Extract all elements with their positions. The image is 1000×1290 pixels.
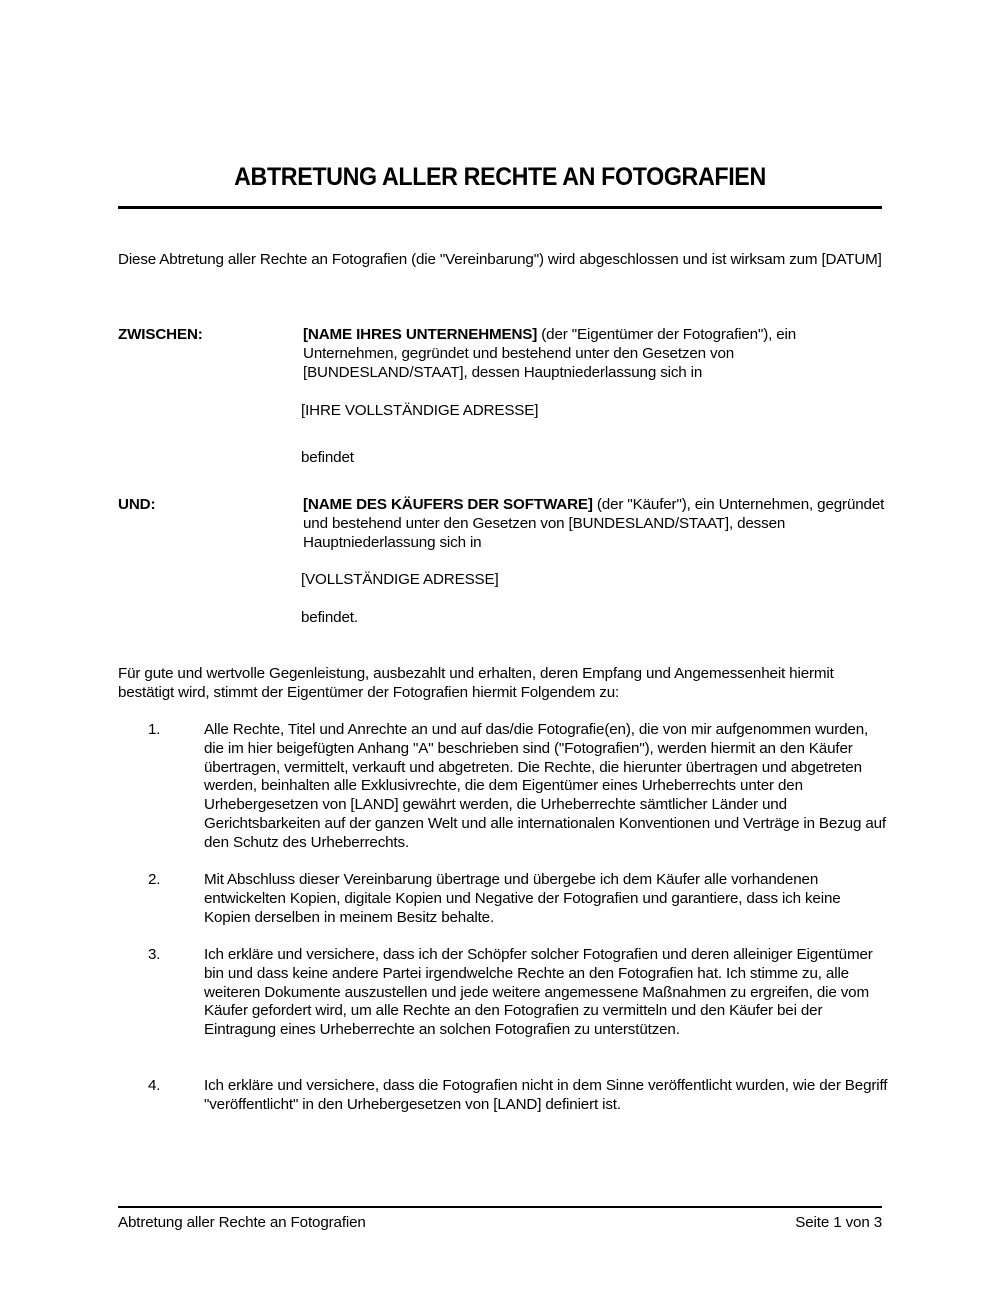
- buyer-address: [VOLLSTÄNDIGE ADRESSE]: [301, 571, 499, 588]
- title-divider: [118, 206, 882, 209]
- owner-description: (der "Eigentümer der Fotografien"), ein Unternehmen, gegründet und bestehend unter den Gesetzen von [BUNDESLAND/STAAT], dessen Hauptniederlassung sich in: [303, 326, 797, 381]
- buyer-closing: befindet.: [301, 609, 358, 626]
- item-number-3: 3.: [148, 946, 161, 963]
- owner-address: [IHRE VOLLSTÄNDIGE ADRESSE]: [301, 402, 539, 419]
- item-text-3: Ich erkläre und versichere, dass ich der Schöpfer solcher Fotografien und deren alleiniger Eigentümer bin und dass keine andere Partei irgendwelche Rechte an den Fotografien hat. Ich stimme zu, alle weiteren Dokumente auszustellen und jede weitere angemessene Maßnahmen zu ergreifen, die vom Käufer gefordert wird, um alle Rechte an den Fotografien zu vermitteln und den Käufer bei der Eintragung eines Urheberrechte an solchen Fotografien zu unterstützen.: [204, 946, 873, 1039]
- party-label-zwischen: ZWISCHEN:: [118, 326, 203, 343]
- party-description-owner: [303, 326, 888, 382]
- document-title: ABTRETUNG ALLER RECHTE AN FOTOGRAFIEN: [234, 163, 766, 191]
- item-number-2: 2.: [148, 871, 161, 888]
- owner-closing: befindet: [301, 449, 354, 466]
- footer-divider: [118, 1206, 882, 1208]
- footer-document-title: Abtretung aller Rechte an Fotografien: [118, 1214, 366, 1231]
- consideration-paragraph: Für gute und wertvolle Gegenleistung, ausbezahlt und erhalten, deren Empfang und Angemessenheit hiermit bestätigt wird, stimmt der Eigentümer der Fotografien hiermit Folgendem zu:: [118, 665, 834, 701]
- owner-company-name: [NAME IHRES UNTERNEHMENS]: [303, 326, 538, 343]
- buyer-company-name: [NAME DES KÄUFERS DER SOFTWARE]: [303, 496, 593, 513]
- item-number-1: 1.: [148, 721, 161, 738]
- buyer-description: (der "Käufer"), ein Unternehmen, gegründet und bestehend unter den Gesetzen von [BUNDESLAND/STAAT], dessen Hauptniederlassung sich in: [303, 496, 885, 551]
- party-description-buyer: [303, 496, 888, 552]
- footer-page-number: Seite 1 von 3: [795, 1214, 882, 1231]
- party-label-und: UND:: [118, 496, 156, 513]
- item-text-2: Mit Abschluss dieser Vereinbarung übertrage und übergebe ich dem Käufer alle vorhandenen entwickelten Kopien, digitale Kopien und Negative der Fotografien und garantiere, dass ich keine Kopien derselben in meinem Besitz behalte.: [204, 871, 841, 926]
- item-text-1: Alle Rechte, Titel und Anrechte an und auf das/die Fotografie(en), die von mir aufgenommen wurden, die im hier beigefügten Anhang "A" beschrieben sind ("Fotografien"), werden hiermit an den Käufer übertragen, vermittelt, verkauft und abgetreten. Die Rechte, die hierunter übertragen und abgetreten werden, beinhalten alle Exklusivrechte, die dem Eigentümer eines Urheberrechts unter den Urhebergesetzen von [LAND] gewährt werden, die Urheberrechte sämtlicher Länder und Gerichtsbarkeiten auf der ganzen Welt und alle internationalen Konventionen und Verträge in Bezug auf den Schutz des Urheberrechts.: [204, 721, 886, 851]
- item-text-4: Ich erkläre und versichere, dass die Fotografien nicht in dem Sinne veröffentlicht wurden, wie der Begriff "veröffentlicht" in den Urhebergesetzen von [LAND] definiert ist.: [204, 1077, 888, 1113]
- intro-paragraph: Diese Abtretung aller Rechte an Fotografien (die "Vereinbarung") wird abgeschlossen und ist wirksam zum [DATUM]: [118, 251, 882, 268]
- item-number-4: 4.: [148, 1077, 161, 1094]
